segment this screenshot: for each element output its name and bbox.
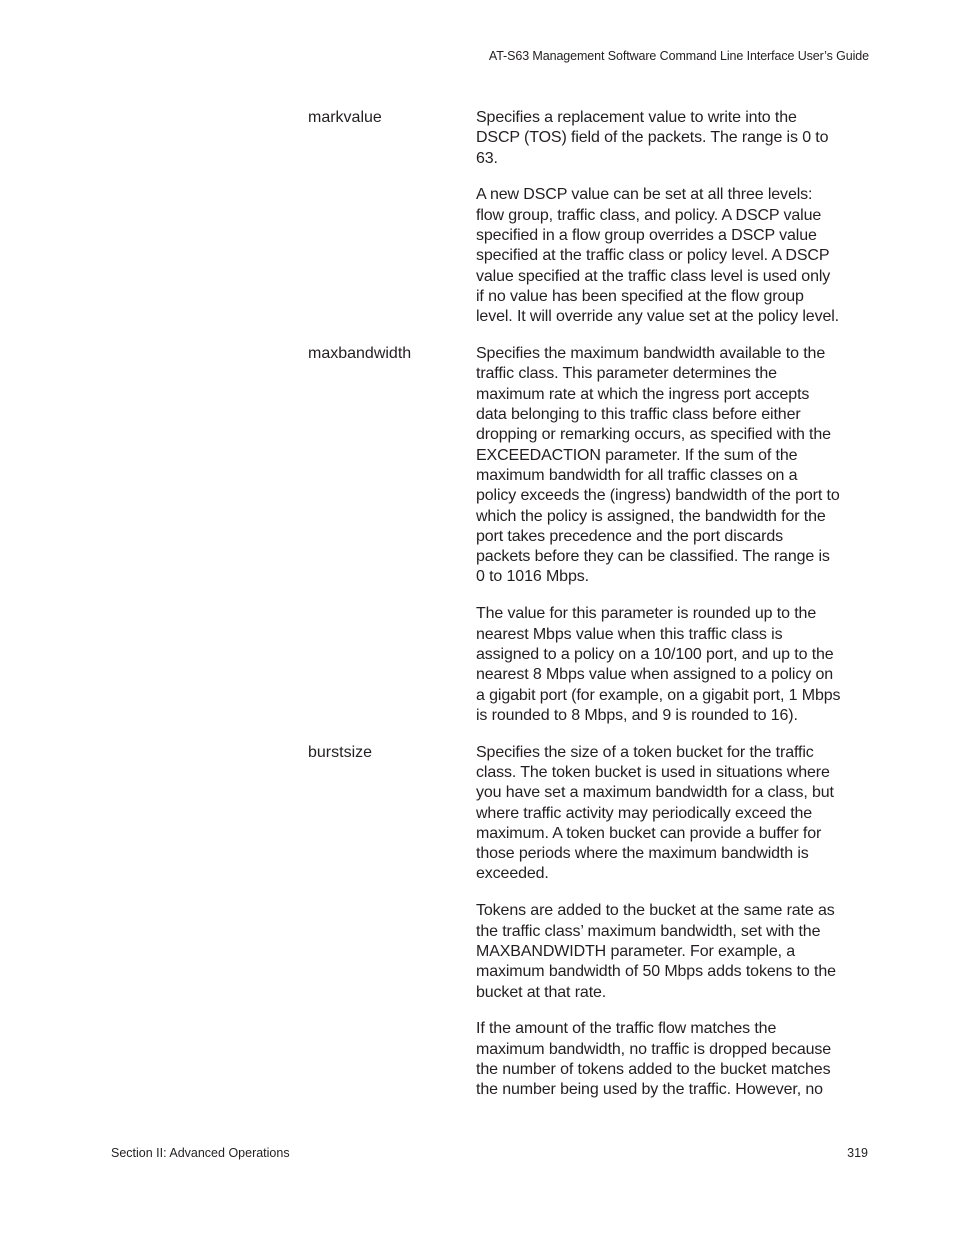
page-number: 319 (847, 1146, 868, 1160)
text-line: maximum. A token bucket can provide a buffer for (476, 824, 822, 842)
text-line: the number of tokens added to the bucket matches (476, 1061, 831, 1079)
text-line: nearest Mbps value when this traffic class is (476, 625, 783, 643)
text-line: specified at the traffic class or policy level. A DSCP (476, 247, 830, 265)
text-line: policy exceeds the (ingress) bandwidth of the port to (476, 487, 840, 505)
text-line: where traffic activity may periodically exceed the (476, 804, 813, 822)
description-paragraph (476, 743, 874, 885)
description-paragraph (476, 901, 874, 1002)
text-line: DSCP (TOS) field of the packets. The range is 0 to (476, 129, 829, 147)
text-line: maximum bandwidth, no traffic is dropped because (476, 1040, 832, 1058)
text-line: The value for this parameter is rounded up to the (476, 605, 817, 623)
parameter-description (476, 743, 874, 1118)
text-line: Specifies the size of a token bucket for the traffic (476, 743, 814, 761)
text-line: is rounded to 8 Mbps, and 9 is rounded to 16). (476, 706, 798, 724)
parameter-row-maxbandwidth (308, 344, 878, 743)
running-header: AT-S63 Management Software Command Line Interface User’s Guide (488, 49, 869, 63)
text-line: Tokens are added to the bucket at the same rate as (476, 902, 835, 920)
text-line: traffic class. This parameter determines the (476, 365, 777, 383)
text-line: A new DSCP value can be set at all three levels: (476, 186, 813, 204)
text-line: the traffic class’ maximum bandwidth, set with the (476, 922, 821, 940)
text-line: port takes precedence and the port discards (476, 527, 784, 545)
text-line: nearest 8 Mbps value when assigned to a policy on (476, 666, 834, 684)
text-line: MAXBANDWIDTH parameter. For example, a (476, 942, 796, 960)
text-line: Specifies a replacement value to write into the (476, 109, 797, 126)
text-line: assigned to a policy on a 10/100 port, and up to the (476, 645, 834, 663)
text-line: exceeded. (476, 865, 549, 883)
text-line: value specified at the traffic class level is used only (476, 267, 831, 285)
text-line: maximum bandwidth for all traffic classes on a (476, 466, 798, 484)
parameter-name: burstsize (308, 743, 373, 761)
description-paragraph (476, 344, 874, 588)
parameter-description (476, 344, 874, 743)
text-line: those periods where the maximum bandwidth is (476, 845, 809, 863)
text-line: level. It will override any value set at the policy level. (476, 308, 839, 326)
parameter-row-burstsize (308, 743, 878, 1118)
text-line: EXCEEDACTION parameter. If the sum of the (476, 446, 798, 464)
text-line: 0 to 1016 Mbps. (476, 568, 589, 586)
description-paragraph (476, 1019, 874, 1100)
footer-section-title: Section II: Advanced Operations (111, 1146, 290, 1160)
text-line: Specifies the maximum bandwidth available to the (476, 345, 826, 363)
text-line: maximum rate at which the ingress port accepts (476, 385, 810, 403)
parameter-row-markvalue (308, 108, 878, 344)
text-line: data belonging to this traffic class before either (476, 406, 801, 424)
text-line: bucket at that rate. (476, 983, 607, 1001)
parameter-table (308, 108, 878, 1117)
text-line: packets before they can be classified. The range is (476, 548, 830, 566)
description-paragraph (476, 108, 874, 169)
parameter-name: markvalue (308, 109, 382, 126)
text-line: which the policy is assigned, the bandwidth for the (476, 507, 826, 525)
description-paragraph (476, 604, 874, 726)
text-line: flow group, traffic class, and policy. A DSCP value (476, 206, 822, 224)
text-line: class. The token bucket is used in situations where (476, 763, 830, 781)
text-line: if no value has been specified at the flow group (476, 287, 804, 305)
text-line: dropping or remarking occurs, as specified with the (476, 426, 831, 444)
text-line: maximum bandwidth of 50 Mbps adds tokens to the (476, 963, 836, 981)
text-line: If the amount of the traffic flow matches the (476, 1020, 777, 1038)
parameter-name: maxbandwidth (308, 345, 412, 363)
text-line: 63. (476, 149, 498, 167)
description-paragraph (476, 185, 874, 327)
text-line: you have set a maximum bandwidth for a class, but (476, 784, 834, 802)
text-line: a gigabit port (for example, on a gigabit port, 1 Mbps (476, 686, 841, 704)
text-line: specified in a flow group overrides a DSCP value (476, 227, 817, 245)
text-line: the number being used by the traffic. However, no (476, 1081, 823, 1099)
parameter-description (476, 108, 874, 344)
